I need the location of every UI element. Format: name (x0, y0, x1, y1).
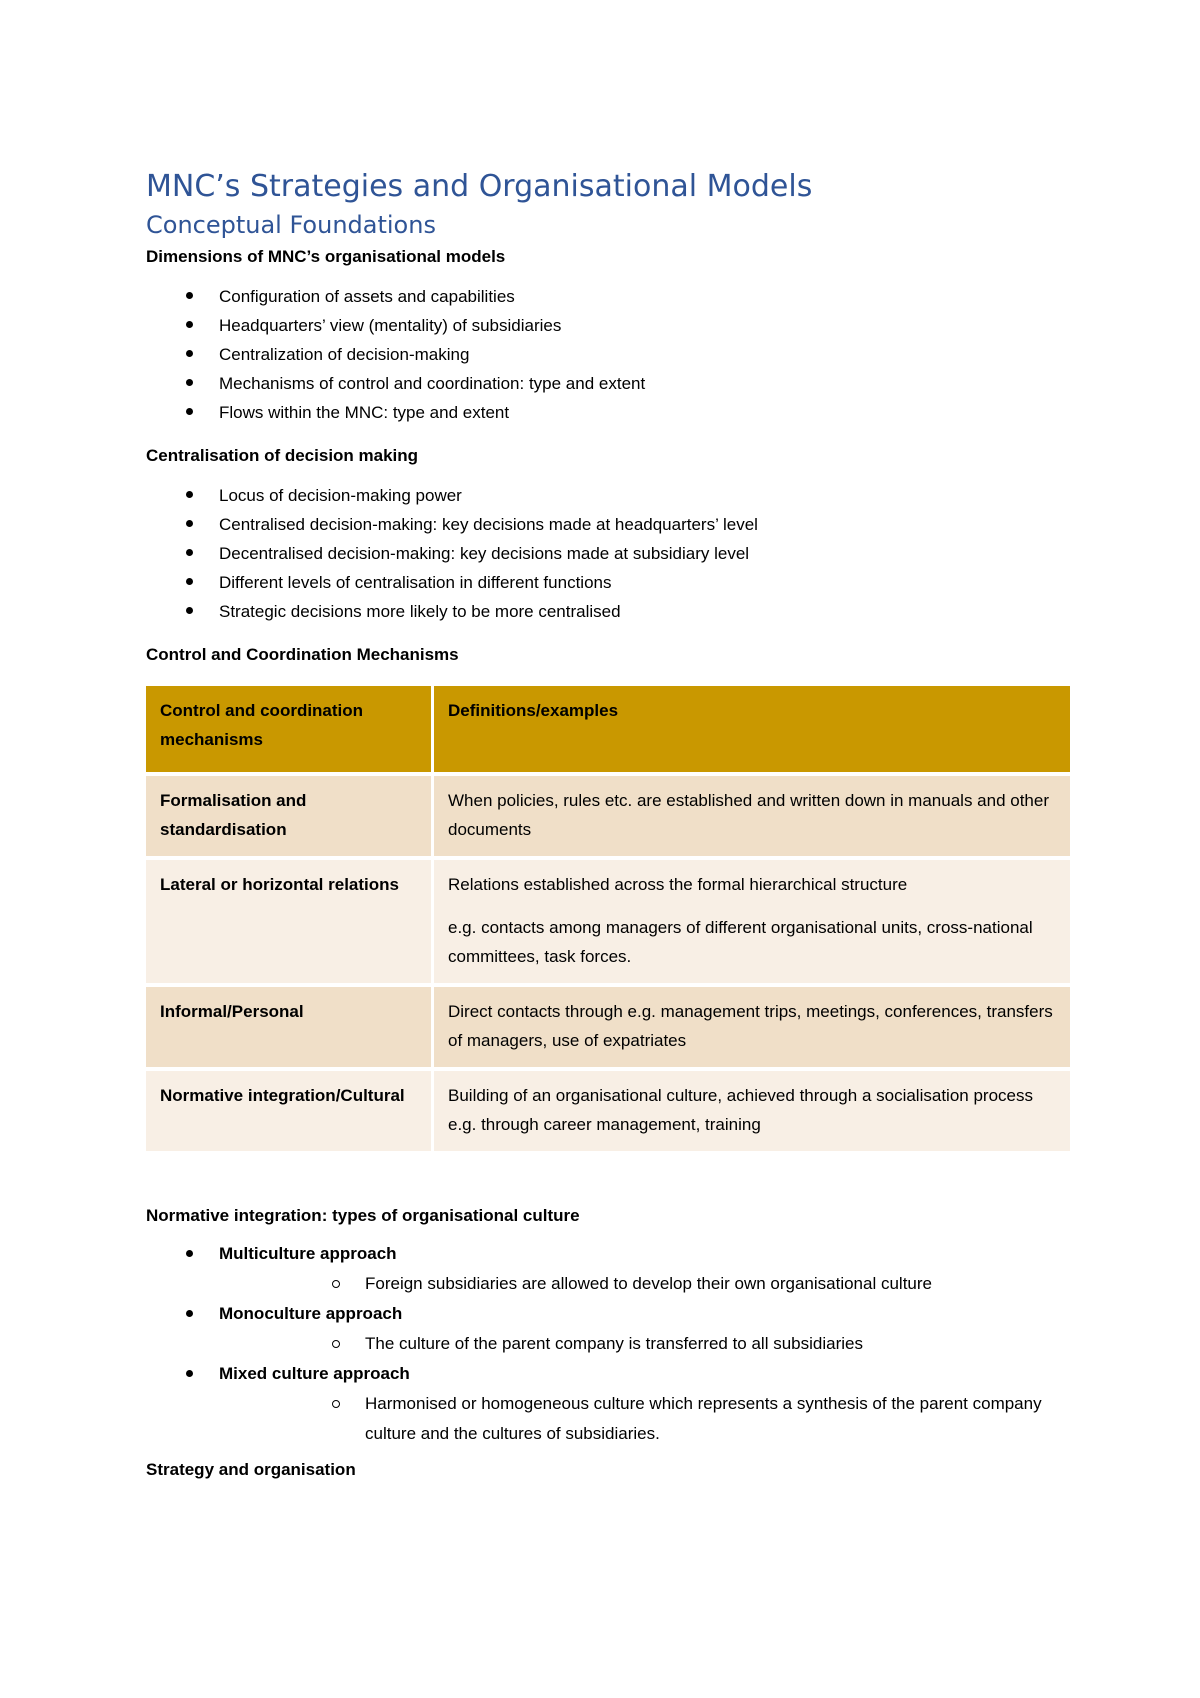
bullet-icon (186, 607, 193, 614)
sub-list-item: The culture of the parent company is transferred to all subsidiaries (219, 1329, 1070, 1359)
list-item: Centralization of decision-making (146, 340, 1070, 369)
list-item: Locus of decision-making power (146, 481, 1070, 510)
sub-list (219, 1389, 1070, 1449)
circle-bullet-icon (332, 1400, 340, 1408)
document-title: MNC’s Strategies and Organisational Models (146, 169, 813, 204)
section-heading-centralisation: Centralisation of decision making (146, 446, 419, 465)
list-item: Decentralised decision-making: key decisions made at subsidiary level (146, 539, 1070, 568)
list-item: Centralised decision-making: key decisions made at headquarters’ level (146, 510, 1070, 539)
list-item: Multiculture approach Foreign subsidiaries are allowed to develop their own organisational culture (146, 1239, 1070, 1299)
sub-list-item: Foreign subsidiaries are allowed to develop their own organisational culture (219, 1269, 1070, 1299)
centralisation-list (146, 481, 1070, 626)
table-row (146, 860, 1070, 983)
definition-cell: Building of an organisational culture, achieved through a socialisation process e.g. through career management, training (434, 1071, 1070, 1151)
dimensions-list (146, 282, 1070, 427)
document-subtitle: Conceptual Foundations (146, 211, 436, 239)
mechanism-cell: Lateral or horizontal relations (146, 860, 434, 983)
table-header-cell: Control and coordination mechanisms (146, 686, 434, 772)
bullet-icon (186, 379, 193, 386)
bullet-icon (186, 1310, 193, 1317)
section-heading-strategy: Strategy and organisation (146, 1460, 356, 1479)
circle-bullet-icon (332, 1280, 340, 1288)
definition-cell: Relations established across the formal hierarchical structure e.g. contacts among managers of different organisational units, cross-national committees, task forces. (434, 860, 1070, 983)
section-heading-normative: Normative integration: types of organisational culture (146, 1206, 580, 1225)
bullet-icon (186, 321, 193, 328)
table-header-row (146, 686, 1070, 772)
circle-bullet-icon (332, 1340, 340, 1348)
definition-cell: Direct contacts through e.g. management trips, meetings, conferences, transfers of managers, use of expatriates (434, 987, 1070, 1067)
table-row (146, 776, 1070, 856)
definition-cell: When policies, rules etc. are established and written down in manuals and other documents (434, 776, 1070, 856)
sub-list-item: Harmonised or homogeneous culture which represents a synthesis of the parent company culture and the cultures of subsidiaries. (219, 1389, 1070, 1449)
control-mechanisms-table (146, 682, 1070, 1155)
bullet-icon (186, 578, 193, 585)
list-item: Flows within the MNC: type and extent (146, 398, 1070, 427)
list-item: Strategic decisions more likely to be more centralised (146, 597, 1070, 626)
list-item: Monoculture approach The culture of the parent company is transferred to all subsidiaries (146, 1299, 1070, 1359)
list-item: Configuration of assets and capabilities (146, 282, 1070, 311)
bullet-icon (186, 1250, 193, 1257)
mechanism-cell: Normative integration/Cultural (146, 1071, 434, 1151)
mechanism-cell: Formalisation and standardisation (146, 776, 434, 856)
list-item: Mixed culture approach Harmonised or homogeneous culture which represents a synthesis of the parent company culture and the cultures of subsidiaries. (146, 1359, 1070, 1449)
table-row (146, 1071, 1070, 1151)
section-heading-dimensions: Dimensions of MNC’s organisational models (146, 247, 506, 266)
bullet-icon (186, 520, 193, 527)
normative-list (146, 1239, 1070, 1449)
table-header-cell: Definitions/examples (434, 686, 1070, 772)
section-heading-control: Control and Coordination Mechanisms (146, 645, 459, 664)
sub-list (219, 1329, 1070, 1359)
list-item: Different levels of centralisation in different functions (146, 568, 1070, 597)
bullet-icon (186, 491, 193, 498)
table-row (146, 987, 1070, 1067)
bullet-icon (186, 408, 193, 415)
bullet-icon (186, 549, 193, 556)
bullet-icon (186, 1370, 193, 1377)
document-page (146, 168, 1070, 1481)
list-item: Mechanisms of control and coordination: type and extent (146, 369, 1070, 398)
bullet-icon (186, 292, 193, 299)
sub-list (219, 1269, 1070, 1299)
list-item: Headquarters’ view (mentality) of subsidiaries (146, 311, 1070, 340)
mechanism-cell: Informal/Personal (146, 987, 434, 1067)
bullet-icon (186, 350, 193, 357)
